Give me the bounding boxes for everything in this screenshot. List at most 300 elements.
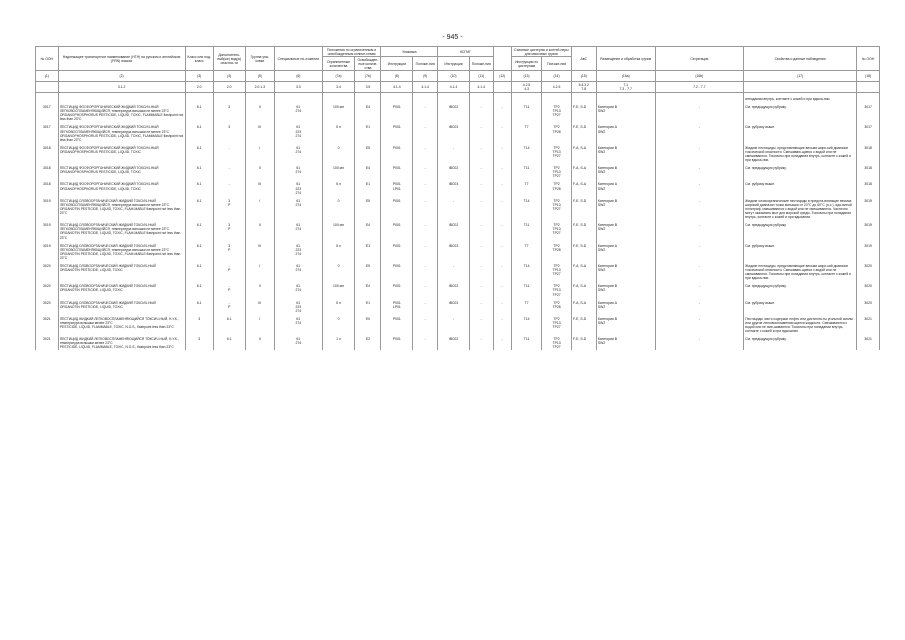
cell-un2: [857, 93, 880, 102]
cell-ibc: IBC03: [438, 297, 470, 313]
cell-un: 3021: [36, 334, 59, 350]
cell-ibc: -: [438, 195, 470, 219]
cell-sub: 3: [213, 102, 245, 122]
cell-eq: E5: [355, 260, 381, 280]
cell-name: [58, 240, 185, 260]
cell-un: 3020: [36, 281, 59, 297]
cell-ibcp: -: [469, 220, 493, 240]
cell-ibcp: -: [469, 102, 493, 122]
cell-ibcp: -: [469, 297, 493, 313]
cell-sub: 6.1: [213, 313, 245, 333]
name-en: ORGANOTIN PESTICIDE, LIQUID, TOXIC, FLAM-MABLE flashpoint not less than 23°C: [59, 251, 181, 260]
cell-lq: 0: [322, 260, 355, 280]
cell-cls: 6.1: [185, 179, 213, 195]
cell-eq: E1: [355, 179, 381, 195]
cell-ibcp: -: [469, 163, 493, 179]
cell-un2: 3018: [857, 179, 880, 195]
column-index-cell: (15): [571, 71, 596, 82]
name-en: ORGANOPHOSPHORUS PESTICIDE, LIQUID, TOXIC: [59, 170, 141, 175]
cell-ibcp: -: [469, 313, 493, 333]
cell-pp: -: [413, 102, 438, 122]
cell-tank: T7: [511, 122, 542, 142]
cell-sp: 61 274: [275, 281, 323, 297]
name-en: PESTICIDE, LIQUID, FLAMMABLE, TOXIC, N.O.S., flashpoint less than 23°C: [59, 325, 174, 330]
cell-ems: F-A, S-A: [571, 281, 596, 297]
cell-pp: -: [413, 163, 438, 179]
cell-pi: P001: [381, 195, 413, 219]
cell-seg: -: [655, 334, 743, 350]
cell-sp: 61 274: [275, 220, 323, 240]
cell-c12: -: [493, 334, 511, 350]
cell-eq: E4: [355, 102, 381, 122]
cell-lq: 100 мл: [322, 102, 355, 122]
cell-un: 3020: [36, 297, 59, 313]
cell-c12: -: [493, 102, 511, 122]
header-ibc-instructions: Инструкции: [438, 57, 470, 71]
name-ru: ПЕСТИЦИД ФОСФОРОРГАНИЧЕСКИЙ ЖИДКИЙ ТОКСИЧ-НЫЙ: [59, 166, 159, 171]
cell-eq: E2: [355, 334, 381, 350]
cell-seg: -: [655, 122, 743, 142]
cell-cls: 6.1: [185, 122, 213, 142]
cell-ibc: -: [438, 142, 470, 162]
cell-ems: F-E, S-D: [571, 102, 596, 122]
cell-lq: 0: [322, 142, 355, 162]
cell-seg: -: [655, 163, 743, 179]
cell-pg: II: [245, 334, 274, 350]
cell-c12: -: [493, 281, 511, 297]
cell-cls: 6.1: [185, 220, 213, 240]
cell-cls: 6.1: [185, 281, 213, 297]
cell-un2: 3020: [857, 281, 880, 297]
cell-ems: F-E, S-D: [571, 220, 596, 240]
cell-tank: T11: [511, 220, 542, 240]
name-en: ORGANOTIN PESTICIDE, LIQUID, TOXIC, FLAM-MABLE flashpoint not less than 23°C: [59, 231, 181, 240]
cell-pg: [245, 93, 274, 102]
cell-pi: P001: [381, 260, 413, 280]
cell-tank: T7: [511, 240, 542, 260]
cell-ibcp: -: [469, 179, 493, 195]
dangerous-goods-table: [35, 46, 880, 350]
cell-props: См. предыдущую рубрику.: [743, 220, 856, 240]
cell-stow: Категория B SW2: [596, 102, 655, 122]
reference-cell: [743, 82, 856, 93]
cell-c12: -: [493, 313, 511, 333]
cell-ibcp: -: [469, 122, 493, 142]
cell-seg: -: [655, 260, 743, 280]
cell-un2: 3018: [857, 142, 880, 162]
cell-sp: 61 274: [275, 195, 323, 219]
cell-tank: T11: [511, 334, 542, 350]
cell-pi: P001: [381, 102, 413, 122]
cell-sub: 3 P: [213, 240, 245, 260]
cell-eq: E4: [355, 281, 381, 297]
name-ru: ПЕСТИЦИД ОЛОВООРГАНИЧЕСКИЙ ЖИДКИЙ ТОКСИЧ-НЫЙ: [59, 300, 156, 305]
cell-ems: F-A, S-A: [571, 260, 596, 280]
column-index-cell: (6): [275, 71, 323, 82]
cell-sub: -: [213, 179, 245, 195]
cell-ems: F-A, S-A: [571, 163, 596, 179]
header-special: Специальные по-ложения: [275, 47, 323, 71]
table-row: [36, 334, 880, 350]
cell-pp: -: [413, 297, 438, 313]
cell-sub: - P: [213, 260, 245, 280]
cell-pi: P001: [381, 281, 413, 297]
cell-eq: E1: [355, 297, 381, 313]
cell-pi: P001 LP01: [381, 297, 413, 313]
cell-name: [58, 102, 185, 122]
cell-props: См. предыдущую рубрику.: [743, 102, 856, 122]
name-en: ORGANOPHOSPHORUS PESTICIDE, LIQUID, TOXIC: [59, 149, 141, 154]
reference-cell: 2.0: [213, 82, 245, 93]
cell-sp: [275, 93, 323, 102]
cell-sub: -: [213, 142, 245, 162]
cell-tp: TP2 TP13 TP27: [542, 260, 571, 280]
cell-lq: 0: [322, 195, 355, 219]
cell-props: Жидкие пестициды, представляющие весьма широ-кий диапазон токсической опасности. Смешиваю-щиеся с водой или не смешиваются. Токсичны при попадании внутрь, контакте с кожей и при вдыха-нии.: [743, 142, 856, 162]
cell-props: См. рубрику выше.: [743, 179, 856, 195]
cell-stow: Категория B SW2: [596, 163, 655, 179]
reference-cell: 5.4.3.2 7.8: [571, 82, 596, 93]
reference-cell: [493, 82, 511, 93]
cell-props: Жидкие оловоорганические пестициды в предста-вляющие весьма широкий диапазон точки вспышки от 23°C до 60°C (о.с.), ядо-витый полиграф, смешиваются с водой или не смешиваются. Частично могут оказывать мыт для морской среды. Токсичны при попадании внутрь, контакте с кожей и при вдыхании.: [743, 195, 856, 219]
cell-eq: E5: [355, 142, 381, 162]
cell-ibc: [438, 93, 470, 102]
cell-sub: 3: [213, 122, 245, 142]
column-index-cell: (10): [438, 71, 470, 82]
cell-sp: 61 274: [275, 102, 323, 122]
header-tank-provisions: Положе-ния: [542, 57, 571, 71]
name-ru: ПЕСТИЦИД ОЛОВООРГАНИЧЕСКИЙ ЖИДКИЙ ТОКСИЧ-НЫЙ: [59, 284, 156, 289]
cell-stow: Категория B SW2: [596, 220, 655, 240]
cell-props: См. рубрику выше.: [743, 297, 856, 313]
reference-cell: 2.0: [185, 82, 213, 93]
cell-un2: 3018: [857, 163, 880, 179]
cell-cls: 6.1: [185, 163, 213, 179]
cell-tank: T14: [511, 313, 542, 333]
cell-ibcp: -: [469, 240, 493, 260]
cell-seg: [655, 93, 743, 102]
cell-name: [58, 297, 185, 313]
cell-name: [58, 142, 185, 162]
cell-c12: -: [493, 179, 511, 195]
cell-pg: II: [245, 163, 274, 179]
cell-tp: TP2 TP28: [542, 240, 571, 260]
name-en: ORGANOPHOSPHORUS PESTICIDE, LIQUID, TOXIC: [59, 186, 141, 191]
cell-un: 3018: [36, 163, 59, 179]
cell-eq: E0: [355, 313, 381, 333]
column-index-cell: (7a): [322, 71, 355, 82]
cell-sub: 3 P: [213, 220, 245, 240]
cell-un: 3019: [36, 195, 59, 219]
page-number: - 945 -: [442, 34, 463, 41]
table-header: [36, 47, 880, 93]
header-ibc-provisions: Положе-ния: [469, 57, 493, 71]
cell-ibc: IBC02: [438, 220, 470, 240]
cell-pi: [381, 93, 413, 102]
table-row: [36, 102, 880, 122]
name-ru: ПЕСТИЦИД ОЛОВООРГАНИЧЕСКИЙ ЖИДКИЙ ТОКСИЧ-НЫЙ ЛЕГКОВОСПЛАМЕНЯЮЩИЙСЯ, температура вспышки не менее 23°C: [59, 243, 169, 252]
cell-pi: P001: [381, 122, 413, 142]
table-row: [36, 163, 880, 179]
cell-tp: TP2 TP13 TP27: [542, 102, 571, 122]
cell-un: 3020: [36, 260, 59, 280]
cell-seg: -: [655, 297, 743, 313]
cell-tank: T7: [511, 297, 542, 313]
cell-c12: -: [493, 220, 511, 240]
cell-pp: -: [413, 313, 438, 333]
cell-lq: 5 л: [322, 297, 355, 313]
cell-un: 3021: [36, 313, 59, 333]
cell-stow: Категория A SW2: [596, 297, 655, 313]
column-index-row: [36, 71, 880, 82]
cell-cls: 3: [185, 313, 213, 333]
cell-ibc: IBC02: [438, 334, 470, 350]
cell-ems: F-E, S-D: [571, 313, 596, 333]
reference-cell: 3.3: [275, 82, 323, 93]
cell-tank: T11: [511, 163, 542, 179]
cell-sp: 61 274: [275, 260, 323, 280]
cell-tp: TP2 TP13 TP27: [542, 281, 571, 297]
cell-un2: 3017: [857, 122, 880, 142]
cell-eq: E1: [355, 240, 381, 260]
cell-pi: P001: [381, 240, 413, 260]
cell-c12: -: [493, 142, 511, 162]
column-index-cell: (14): [542, 71, 571, 82]
cell-seg: -: [655, 220, 743, 240]
table-row: [36, 313, 880, 333]
cell-name: [58, 163, 185, 179]
cell-pp: -: [413, 260, 438, 280]
cell-name: [58, 281, 185, 297]
cell-cls: 3: [185, 334, 213, 350]
cell-props: ипподамии внутрь, контакте с кожей и при вдыха-нии.: [743, 93, 856, 102]
cell-ibc: -: [438, 313, 470, 333]
reference-cell: 3.1.2: [58, 82, 185, 93]
cell-pp: -: [413, 281, 438, 297]
cell-stow: Категория B SW2: [596, 281, 655, 297]
name-en: ORGANOPHOSPHORUS PESTICIDE, LIQUID, TOXIC, FLAMMABLE flashpoint not less than 23°C: [59, 133, 184, 142]
table-row: [36, 179, 880, 195]
cell-sub: 3 P: [213, 195, 245, 219]
header-excepted: Освобожден-ные количе-ства: [355, 57, 381, 71]
cell-tank: T14: [511, 142, 542, 162]
name-en: ORGANOTIN PESTICIDE, LIQUID, TOXIC: [59, 304, 123, 309]
cell-seg: -: [655, 240, 743, 260]
cell-pi: P001: [381, 220, 413, 240]
cell-c12: [493, 93, 511, 102]
reference-cell: 4.1.4: [413, 82, 438, 93]
name-ru: ПЕСТИЦИД ФОСФОРОРГАНИЧЕСКИЙ ЖИДКИЙ ТОКСИЧ-НЫЙ: [59, 145, 159, 150]
cell-pg: II: [245, 281, 274, 297]
cell-ems: F-A, S-A: [571, 179, 596, 195]
reference-cell: 4.1.4: [438, 82, 470, 93]
column-index-cell: (16a): [596, 71, 655, 82]
cell-cls: 6.1: [185, 240, 213, 260]
cell-ems: F-E, S-D: [571, 334, 596, 350]
header-empty: [493, 47, 511, 71]
cell-c12: -: [493, 240, 511, 260]
cell-sub: -: [213, 163, 245, 179]
column-index-cell: (7b): [355, 71, 381, 82]
cell-pg: III: [245, 297, 274, 313]
cell-eq: E4: [355, 220, 381, 240]
header-packing-provisions: Положе-ния: [413, 57, 438, 71]
cell-props: См. предыдущую рубрику.: [743, 163, 856, 179]
cell-eq: E4: [355, 163, 381, 179]
cell-un2: 3019: [857, 220, 880, 240]
column-index-cell: (9): [413, 71, 438, 82]
cell-sp: 61 274: [275, 142, 323, 162]
cell-tp: TP2 TP13 TP27: [542, 195, 571, 219]
cell-eq: E5: [355, 195, 381, 219]
cell-tp: TP2 TP13 TP27: [542, 313, 571, 333]
cell-name: [58, 313, 185, 333]
cell-name: [58, 220, 185, 240]
cell-props: См. предыдущую рубрику.: [743, 281, 856, 297]
cell-name: [58, 195, 185, 219]
cell-ibc: IBC02: [438, 102, 470, 122]
cell-un2: 3019: [857, 240, 880, 260]
cell-pi: P001: [381, 142, 413, 162]
table-row: [36, 297, 880, 313]
reference-cell: 3.5: [355, 82, 381, 93]
column-index-cell: (2): [58, 71, 185, 82]
cell-pg: I: [245, 195, 274, 219]
cell-tp: TP2 TP13 TP27: [542, 334, 571, 350]
cell-lq: 0: [322, 313, 355, 333]
name-ru: ПЕСТИЦИД ФОСФОРОРГАНИЧЕСКИЙ ЖИДКИЙ ТОКСИЧ-НЫЙ ЛЕГКОВОСПЛАМЕНЯЮЩИЙСЯ, температура вспышки не менее 23°C: [59, 105, 169, 114]
cell-lq: 5 л: [322, 240, 355, 260]
cell-tank: T7: [511, 179, 542, 195]
cell-pi: P001 LP01: [381, 179, 413, 195]
header-packing-instructions: Инструкции: [381, 57, 413, 71]
cell-name: [58, 179, 185, 195]
column-index-cell: (8): [381, 71, 413, 82]
header-segregation: Сегрегация: [655, 47, 743, 71]
cell-sub: 6.1: [213, 334, 245, 350]
cell-ems: F-E, S-D: [571, 240, 596, 260]
table-row: [36, 281, 880, 297]
cell-pp: [413, 93, 438, 102]
cell-sp: 61 274: [275, 163, 323, 179]
cell-stow: Категория B SW2: [596, 260, 655, 280]
cell-ibc: IBC02: [438, 281, 470, 297]
cell-pg: III: [245, 179, 274, 195]
cell-ibcp: -: [469, 334, 493, 350]
reference-cell: 7.1 7.3 - 7.7: [596, 82, 655, 93]
cell-lq: 5 л: [322, 179, 355, 195]
cell-un2: 3021: [857, 313, 880, 333]
cell-sp: 61 223 274: [275, 122, 323, 142]
cell-props: См. предыдущую рубрику.: [743, 334, 856, 350]
cell-name: [58, 122, 185, 142]
cell-c12: -: [493, 260, 511, 280]
table-row: [36, 93, 880, 102]
cell-sp: 61 274: [275, 334, 323, 350]
reference-cell: [36, 82, 59, 93]
table-row: [36, 260, 880, 280]
table-row: [36, 220, 880, 240]
cell-pg: I: [245, 313, 274, 333]
cell-pp: -: [413, 220, 438, 240]
cell-stow: Категория B SW2: [596, 334, 655, 350]
table-row: [36, 142, 880, 162]
cell-seg: -: [655, 195, 743, 219]
cell-tank: [511, 93, 542, 102]
cell-tank: T11: [511, 281, 542, 297]
cell-stow: Категория B SW2: [596, 142, 655, 162]
cell-props: См. рубрику выше.: [743, 122, 856, 142]
cell-ibc: IBC03: [438, 122, 470, 142]
column-index-cell: (12): [493, 71, 511, 82]
reference-cell: 4.1.4: [469, 82, 493, 93]
cell-name: [58, 334, 185, 350]
header-properties: Свойства и данные наблюдения: [743, 47, 856, 71]
cell-lq: [322, 93, 355, 102]
cell-tank: T14: [511, 260, 542, 280]
cell-cls: [185, 93, 213, 102]
cell-tank: T14: [511, 195, 542, 219]
cell-name: [58, 260, 185, 280]
cell-un: 3019: [36, 220, 59, 240]
cell-c12: -: [493, 122, 511, 142]
cell-pp: -: [413, 179, 438, 195]
name-en: PESTICIDE, LIQUID, FLAMMABLE, TOXIC, N.O.S., flashpoint less than 23°C: [59, 345, 174, 350]
cell-un: 3017: [36, 102, 59, 122]
cell-stow: Категория B SW2: [596, 313, 655, 333]
cell-ibcp: -: [469, 142, 493, 162]
cell-pg: III: [245, 122, 274, 142]
cell-c12: -: [493, 297, 511, 313]
cell-tank: T11: [511, 102, 542, 122]
cell-pg: II: [245, 220, 274, 240]
cell-ems: [571, 93, 596, 102]
column-index-cell: (13): [511, 71, 542, 82]
table-row: [36, 122, 880, 142]
cell-seg: -: [655, 142, 743, 162]
cell-pp: -: [413, 195, 438, 219]
cell-ems: F-A, S-A: [571, 297, 596, 313]
cell-seg: -: [655, 281, 743, 297]
cell-ibc: -: [438, 260, 470, 280]
header-limited-group: Положения по ограниченным и освобожденным количе-ствам: [322, 47, 381, 57]
cell-tp: TP2 TP28: [542, 179, 571, 195]
header-stowage: Размещение и обработка грузов: [596, 47, 655, 71]
cell-pg: I: [245, 260, 274, 280]
cell-pp: -: [413, 240, 438, 260]
cell-lq: 5 л: [322, 122, 355, 142]
header-packing: Упаковка: [381, 47, 438, 57]
cell-un: 3019: [36, 240, 59, 260]
column-index-cell: (18): [857, 71, 880, 82]
header-name: Надлежащее транспортное наименование (НТН) на русском и английском (FRN) языках: [58, 47, 185, 71]
name-ru: ПЕСТИЦИД ЖИДКИЙ ЛЕГКОВОСПЛАМЕНЯЮЩИЙСЯ ТОКСИЧ-НЫЙ, Н.У.К., температура вспышки менее 23°C: [59, 337, 179, 346]
cell-pg: II: [245, 102, 274, 122]
cell-pg: I: [245, 142, 274, 162]
cell-tp: [542, 93, 571, 102]
reference-cell: 3.4: [322, 82, 355, 93]
header-ibc: КСГМГ: [438, 47, 494, 57]
name-ru: ПЕСТИЦИД ОЛОВООРГАНИЧЕСКИЙ ЖИДКИЙ ТОКСИЧ-НЫЙ: [59, 263, 156, 268]
name-en: ORGANOTIN PESTICIDE, LIQUID, TOXIC: [59, 268, 123, 273]
cell-un2: 3020: [857, 260, 880, 280]
cell-pi: P001: [381, 163, 413, 179]
cell-ems: F-E, S-D: [571, 122, 596, 142]
cell-stow: Категория B SW2: [596, 195, 655, 219]
name-ru: ПЕСТИЦИД ФОСФОРОРГАНИЧЕСКИЙ ЖИДКИЙ ТОКСИЧ-НЫЙ ЛЕГКОВОСПЛАМЕНЯЮЩИЙСЯ, температура вспышки не менее 23°C: [59, 125, 169, 134]
cell-props: Жидкие пестициды, представляющие весьма широ-кий диапазон токсической опасности. Смешиваю-щиеся с водой или не смешиваются. Токсичны при попадании внутрь, контакте с кожей и при вдыха-нии.: [743, 260, 856, 280]
column-index-cell: (4): [213, 71, 245, 82]
